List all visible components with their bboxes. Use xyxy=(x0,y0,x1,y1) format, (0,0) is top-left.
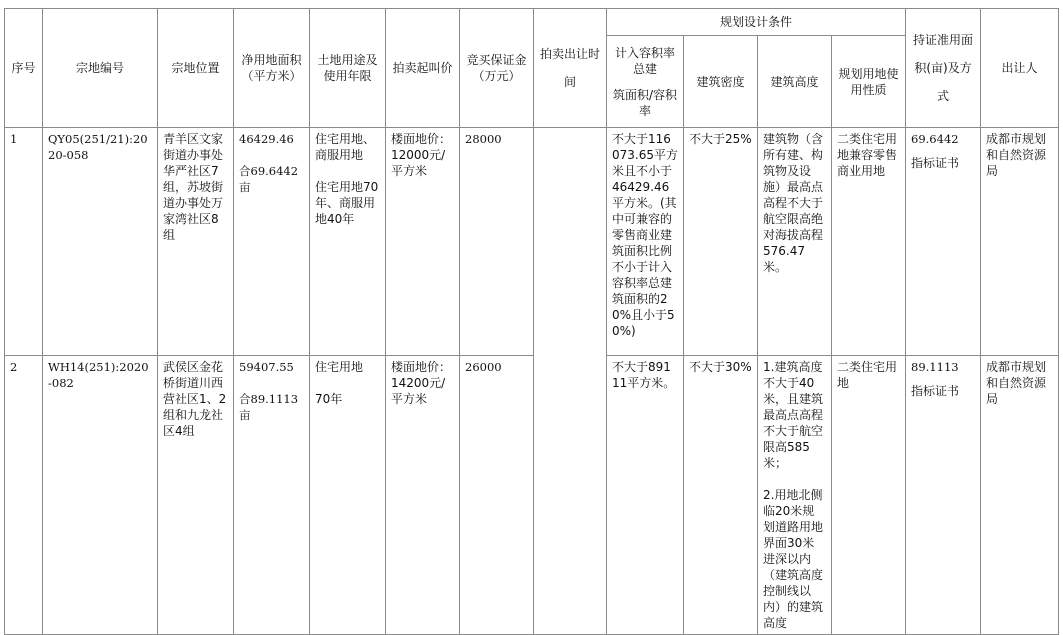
cell-land-use xyxy=(310,356,386,635)
header-start-price: 拍卖起叫价 xyxy=(386,9,460,128)
cell-start-price: 楼面地价：14200元/平方米 xyxy=(386,356,460,635)
cell-net-area xyxy=(234,356,310,635)
header-far xyxy=(607,36,684,128)
header-density: 建筑密度 xyxy=(684,36,758,128)
header-far-top: 计入容积率总建 xyxy=(614,45,675,76)
net-area-mu: 合69.6442亩 xyxy=(239,164,299,194)
header-location: 宗地位置 xyxy=(158,9,234,128)
land-auction-table xyxy=(4,8,1059,635)
header-grantor: 出让人 xyxy=(981,9,1059,128)
cert-method: 指标证书 xyxy=(911,156,960,170)
header-auction-time: 拍卖出让时间 xyxy=(534,9,607,128)
land-use-type: 住宅用地、商服用地 xyxy=(315,132,376,162)
header-seq: 序号 xyxy=(5,9,43,128)
cert-method: 指标证书 xyxy=(911,384,960,398)
cell-location: 青羊区文家街道办事处华严社区7组，苏坡街道办事处万家湾社区8组 xyxy=(158,128,234,356)
cell-height: 建筑物（含所有建、构筑物及设施）最高点高程不大于航空限高绝对海拔高程576.47米。 xyxy=(758,128,832,356)
land-use-term: 住宅用地70年、商服用地40年 xyxy=(315,180,379,226)
header-far-bottom: 筑面积/容积率 xyxy=(612,87,678,118)
header-land-use: 土地用途及使用年限 xyxy=(310,9,386,128)
cell-planned-use: 二类住宅用地兼容零售商业用地 xyxy=(832,128,906,356)
cell-net-area xyxy=(234,128,310,356)
net-area-sqm: 59407.55 xyxy=(239,360,294,374)
cell-seq: 2 xyxy=(5,356,43,635)
header-planned-use: 规划用地使用性质 xyxy=(832,36,906,128)
cell-parcel-no: QY05(251/21):2020-058 xyxy=(43,128,158,356)
height-condition-2: 2.用地北侧临20米规划道路用地界面30米进深以内（建筑高度控制线以内）的建筑高度 xyxy=(763,488,824,630)
cell-planned-use: 二类住宅用地 xyxy=(832,356,906,635)
cell-far: 不大于116073.65平方米且不小于46429.46平方米。(其中可兼容的零售商业建筑面积比例不小于计入容积率总建筑面积的20%且小于50%) xyxy=(607,128,684,356)
cell-density: 不大于30% xyxy=(684,356,758,635)
header-deposit: 竞买保证金（万元） xyxy=(460,9,534,128)
cell-certificate xyxy=(906,128,981,356)
cell-grantor: 成都市规划和自然资源局 xyxy=(981,356,1059,635)
cert-area: 89.1113 xyxy=(911,360,959,374)
cell-location: 武侯区金花桥街道川西营社区1、2组和九龙社区4组 xyxy=(158,356,234,635)
cell-seq: 1 xyxy=(5,128,43,356)
land-use-term: 70年 xyxy=(315,392,343,406)
cell-grantor: 成都市规划和自然资源局 xyxy=(981,128,1059,356)
cert-area: 69.6442 xyxy=(911,132,959,146)
header-height: 建筑高度 xyxy=(758,36,832,128)
net-area-sqm: 46429.46 xyxy=(239,132,294,146)
header-certificate: 持证准用面积(亩)及方式 xyxy=(906,9,981,128)
cell-certificate xyxy=(906,356,981,635)
header-net-area: 净用地面积（平方米） xyxy=(234,9,310,128)
net-area-mu: 合89.1113亩 xyxy=(239,392,299,422)
cell-start-price: 楼面地价：12000元/平方米 xyxy=(386,128,460,356)
header-parcel-no: 宗地编号 xyxy=(43,9,158,128)
cell-land-use xyxy=(310,128,386,356)
land-use-type: 住宅用地 xyxy=(315,360,364,374)
cell-deposit: 26000 xyxy=(460,356,534,635)
cell-height xyxy=(758,356,832,635)
cell-parcel-no: WH14(251):2020-082 xyxy=(43,356,158,635)
header-planning-conditions: 规划设计条件 xyxy=(607,9,906,36)
height-condition-1: 1.建筑高度不大于40米，且建筑最高点高程不大于航空限高585米； xyxy=(763,360,824,470)
table-row xyxy=(5,356,1059,635)
cell-density: 不大于25% xyxy=(684,128,758,356)
cell-deposit: 28000 xyxy=(460,128,534,356)
cell-auction-time xyxy=(534,128,607,635)
table-row xyxy=(5,128,1059,356)
cell-far: 不大于89111平方米。 xyxy=(607,356,684,635)
